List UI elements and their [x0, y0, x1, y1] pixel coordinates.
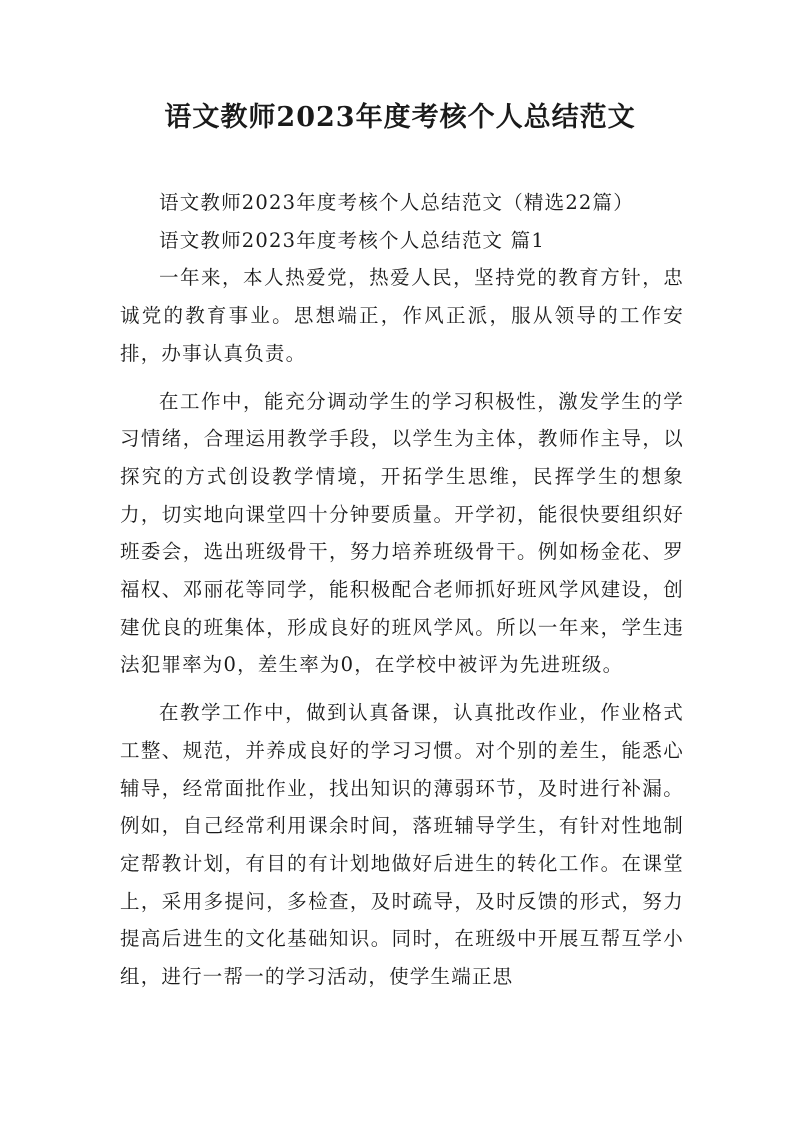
paragraph-1: 一年来，本人热爱党，热爱人民，坚持党的教育方针，忠诚党的教育事业。思想端正，作风正派，服从领导的工作安排，办事认真负责。	[120, 266, 684, 365]
paragraph-3: 在教学工作中，做到认真备课，认真批改作业，作业格式工整、规范，并养成良好的学习习惯。对个别的差生，能悉心辅导，经常面批作业，找出知识的薄弱环节，及时进行补漏。例如，自己经常利用课余时间，落班辅导学生，有针对性地制定帮教计划，有目的有计划地做好后进生的转化工作。在课堂上，采用多提问，多检查，及时疏导，及时反馈的形式，努力提高后进生的文化基础知识。同时，在班级中开展互帮互学小组，进行一帮一的学习活动，使学生端正思	[120, 701, 684, 989]
section-heading: 语文教师2023年度考核个人总结范文 篇1	[159, 228, 545, 252]
document-subtitle: 语文教师2023年度考核个人总结范文（精选22篇）	[159, 191, 634, 214]
document-body	[120, 184, 684, 996]
document-title: 语文教师2023年度考核个人总结范文	[164, 102, 636, 133]
paragraph-2: 在工作中，能充分调动学生的学习积极性，激发学生的学习情绪，合理运用教学手段，以学生为主体，教师作主导，以探究的方式创设教学情境，开拓学生思维，民挥学生的想象力，切实地向课堂四十分钟要质量。开学初，能很快要组织好班委会，选出班级骨干，努力培养班级骨干。例如杨金花、罗福权、邓丽花等同学，能积极配合老师抓好班风学风建设，创建优良的班集体，形成良好的班风学风。所以一年来，学生违法犯罪率为0，差生率为0，在学校中被评为先进班级。	[120, 389, 684, 677]
